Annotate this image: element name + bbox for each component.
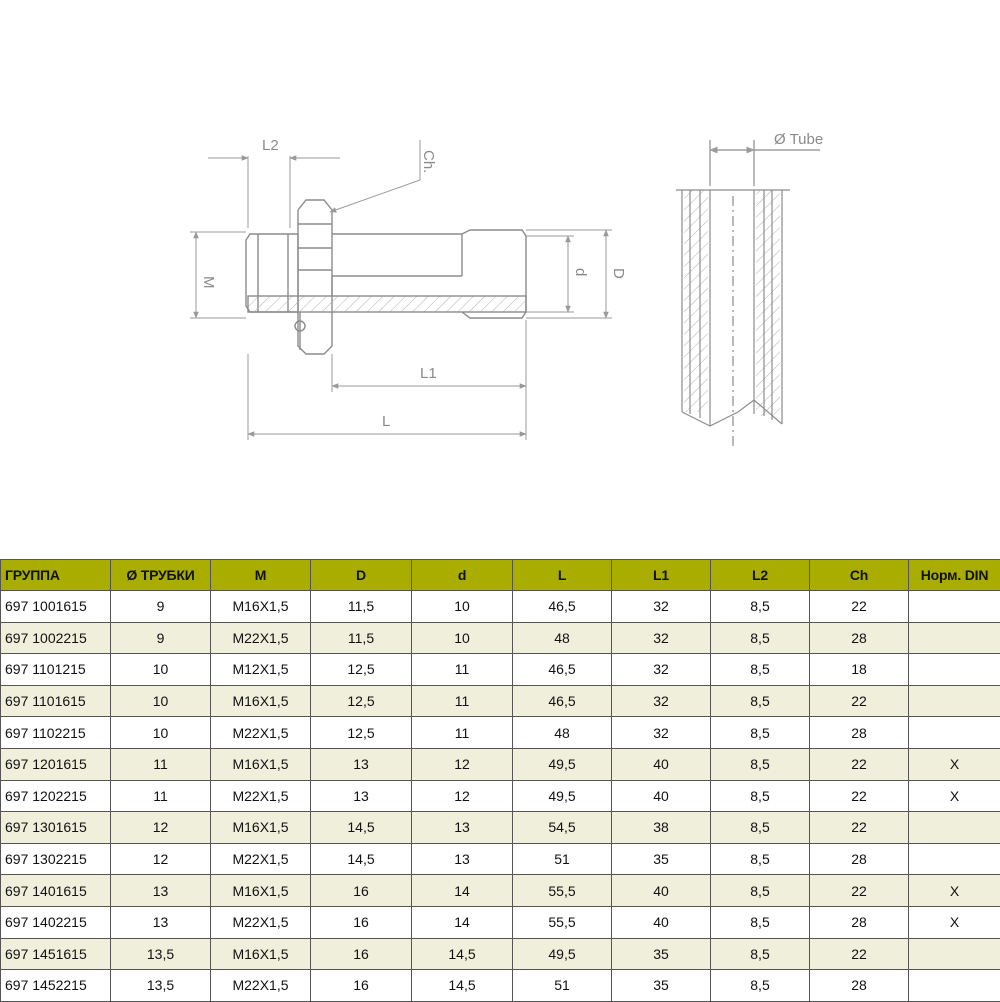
cell-group: 697 1101615 bbox=[1, 685, 111, 717]
header-ch: Ch bbox=[810, 560, 909, 591]
cell-d-small: 12 bbox=[412, 780, 513, 812]
table-row bbox=[1, 717, 1000, 749]
cell-m: M22X1,5 bbox=[211, 843, 311, 875]
fitting-side-view bbox=[246, 200, 526, 354]
cell-l1: 40 bbox=[612, 875, 711, 907]
cell-din: X bbox=[909, 748, 1000, 780]
cell-m: M22X1,5 bbox=[211, 970, 311, 1002]
cell-group: 697 1451615 bbox=[1, 938, 111, 970]
cell-d-big: 14,5 bbox=[311, 812, 412, 844]
header-d-small: d bbox=[412, 560, 513, 591]
cell-m: M16X1,5 bbox=[211, 685, 311, 717]
cell-din bbox=[909, 717, 1000, 749]
tube-section-view bbox=[676, 140, 820, 448]
dim-label-d-big: D bbox=[610, 268, 627, 279]
cell-m: M16X1,5 bbox=[211, 812, 311, 844]
cell-d-small: 13 bbox=[412, 812, 513, 844]
cell-d-small: 14,5 bbox=[412, 938, 513, 970]
table-row bbox=[1, 906, 1000, 938]
table-row bbox=[1, 875, 1000, 907]
header-l: L bbox=[513, 560, 612, 591]
cell-group: 697 1302215 bbox=[1, 843, 111, 875]
cell-d-small: 13 bbox=[412, 843, 513, 875]
dim-label-tube: Ø Tube bbox=[774, 131, 823, 148]
spec-table bbox=[0, 559, 1000, 1002]
dim-label-m: M bbox=[200, 276, 217, 289]
cell-d-small: 10 bbox=[412, 591, 513, 623]
header-l2: L2 bbox=[711, 560, 810, 591]
cell-d-big: 12,5 bbox=[311, 717, 412, 749]
cell-l2: 8,5 bbox=[711, 938, 810, 970]
cell-ch: 18 bbox=[810, 654, 909, 686]
cell-ch: 22 bbox=[810, 780, 909, 812]
cell-d-small: 14,5 bbox=[412, 970, 513, 1002]
table-row bbox=[1, 843, 1000, 875]
cell-l1: 32 bbox=[612, 717, 711, 749]
cell-din: X bbox=[909, 875, 1000, 907]
cell-l2: 8,5 bbox=[711, 685, 810, 717]
cell-tube-diameter: 13 bbox=[111, 906, 211, 938]
cell-l1: 40 bbox=[612, 906, 711, 938]
table-row bbox=[1, 622, 1000, 654]
cell-din bbox=[909, 970, 1000, 1002]
cell-d-small: 11 bbox=[412, 654, 513, 686]
cell-l: 46,5 bbox=[513, 685, 612, 717]
cell-l: 49,5 bbox=[513, 780, 612, 812]
cell-l: 49,5 bbox=[513, 938, 612, 970]
header-tube-diameter: Ø ТРУБКИ bbox=[111, 560, 211, 591]
cell-d-big: 12,5 bbox=[311, 654, 412, 686]
header-group: ГРУППА bbox=[1, 560, 111, 591]
cell-l1: 32 bbox=[612, 591, 711, 623]
cell-group: 697 1202215 bbox=[1, 780, 111, 812]
cell-ch: 22 bbox=[810, 812, 909, 844]
cell-d-small: 14 bbox=[412, 875, 513, 907]
cell-m: M16X1,5 bbox=[211, 938, 311, 970]
cell-tube-diameter: 10 bbox=[111, 654, 211, 686]
dim-label-l1: L1 bbox=[420, 365, 437, 382]
cell-l1: 32 bbox=[612, 654, 711, 686]
cell-tube-diameter: 10 bbox=[111, 717, 211, 749]
cell-l1: 35 bbox=[612, 843, 711, 875]
cell-ch: 22 bbox=[810, 685, 909, 717]
header-din: Норм. DIN bbox=[909, 560, 1000, 591]
cell-ch: 22 bbox=[810, 875, 909, 907]
cell-tube-diameter: 12 bbox=[111, 843, 211, 875]
cell-l2: 8,5 bbox=[711, 748, 810, 780]
cell-tube-diameter: 13,5 bbox=[111, 970, 211, 1002]
cell-d-big: 16 bbox=[311, 970, 412, 1002]
cell-l2: 8,5 bbox=[711, 622, 810, 654]
table-row bbox=[1, 685, 1000, 717]
dim-label-ch: Ch. bbox=[420, 150, 437, 173]
cell-l1: 38 bbox=[612, 812, 711, 844]
cell-ch: 28 bbox=[810, 622, 909, 654]
cell-l: 51 bbox=[513, 843, 612, 875]
cell-d-small: 10 bbox=[412, 622, 513, 654]
cell-l: 48 bbox=[513, 622, 612, 654]
cell-din bbox=[909, 591, 1000, 623]
table-row bbox=[1, 812, 1000, 844]
cell-l1: 40 bbox=[612, 748, 711, 780]
cell-l: 46,5 bbox=[513, 654, 612, 686]
cell-din bbox=[909, 685, 1000, 717]
header-d-big: D bbox=[311, 560, 412, 591]
cell-d-big: 16 bbox=[311, 906, 412, 938]
cell-m: M16X1,5 bbox=[211, 591, 311, 623]
cell-d-big: 13 bbox=[311, 748, 412, 780]
cell-ch: 28 bbox=[810, 970, 909, 1002]
cell-din bbox=[909, 938, 1000, 970]
cell-l2: 8,5 bbox=[711, 812, 810, 844]
cell-group: 697 1001615 bbox=[1, 591, 111, 623]
fitting-dimension-lines bbox=[190, 140, 612, 440]
cell-l2: 8,5 bbox=[711, 906, 810, 938]
cell-ch: 22 bbox=[810, 591, 909, 623]
cell-din bbox=[909, 843, 1000, 875]
cell-group: 697 1201615 bbox=[1, 748, 111, 780]
cell-group: 697 1301615 bbox=[1, 812, 111, 844]
cell-d-small: 11 bbox=[412, 685, 513, 717]
cell-d-small: 12 bbox=[412, 748, 513, 780]
cell-l2: 8,5 bbox=[711, 717, 810, 749]
spec-table-body bbox=[1, 591, 1000, 1002]
cell-din bbox=[909, 654, 1000, 686]
cell-l1: 40 bbox=[612, 780, 711, 812]
cell-tube-diameter: 11 bbox=[111, 780, 211, 812]
cell-l: 48 bbox=[513, 717, 612, 749]
table-row bbox=[1, 591, 1000, 623]
cell-m: M22X1,5 bbox=[211, 780, 311, 812]
cell-group: 697 1401615 bbox=[1, 875, 111, 907]
cell-ch: 22 bbox=[810, 748, 909, 780]
table-row bbox=[1, 970, 1000, 1002]
cell-d-small: 14 bbox=[412, 906, 513, 938]
cell-din: X bbox=[909, 780, 1000, 812]
table-row bbox=[1, 654, 1000, 686]
cell-ch: 28 bbox=[810, 843, 909, 875]
cell-m: M16X1,5 bbox=[211, 875, 311, 907]
header-m: M bbox=[211, 560, 311, 591]
cell-din: X bbox=[909, 906, 1000, 938]
cell-tube-diameter: 9 bbox=[111, 622, 211, 654]
table-header-row bbox=[1, 560, 1000, 591]
cell-m: M22X1,5 bbox=[211, 622, 311, 654]
cell-tube-diameter: 13,5 bbox=[111, 938, 211, 970]
cell-tube-diameter: 9 bbox=[111, 591, 211, 623]
cell-tube-diameter: 13 bbox=[111, 875, 211, 907]
cell-tube-diameter: 12 bbox=[111, 812, 211, 844]
cell-d-big: 13 bbox=[311, 780, 412, 812]
cell-l1: 35 bbox=[612, 970, 711, 1002]
cell-din bbox=[909, 622, 1000, 654]
cell-group: 697 1402215 bbox=[1, 906, 111, 938]
cell-tube-diameter: 11 bbox=[111, 748, 211, 780]
table-row bbox=[1, 748, 1000, 780]
cell-d-big: 16 bbox=[311, 938, 412, 970]
cell-l2: 8,5 bbox=[711, 591, 810, 623]
cell-l2: 8,5 bbox=[711, 970, 810, 1002]
spec-table-header bbox=[1, 560, 1000, 591]
cell-d-big: 12,5 bbox=[311, 685, 412, 717]
cell-d-big: 11,5 bbox=[311, 591, 412, 623]
cell-m: M22X1,5 bbox=[211, 906, 311, 938]
cell-l2: 8,5 bbox=[711, 654, 810, 686]
cell-d-big: 14,5 bbox=[311, 843, 412, 875]
cell-l: 49,5 bbox=[513, 748, 612, 780]
cell-l2: 8,5 bbox=[711, 780, 810, 812]
cell-d-small: 11 bbox=[412, 717, 513, 749]
cell-group: 697 1102215 bbox=[1, 717, 111, 749]
dim-label-d-small: d bbox=[572, 268, 589, 276]
cell-l: 51 bbox=[513, 970, 612, 1002]
cell-group: 697 1101215 bbox=[1, 654, 111, 686]
cell-l: 46,5 bbox=[513, 591, 612, 623]
table-row bbox=[1, 780, 1000, 812]
fitting-dimension-labels bbox=[200, 131, 823, 430]
dim-label-l2: L2 bbox=[262, 137, 279, 154]
cell-l: 55,5 bbox=[513, 906, 612, 938]
cell-tube-diameter: 10 bbox=[111, 685, 211, 717]
cell-l2: 8,5 bbox=[711, 875, 810, 907]
cell-d-big: 16 bbox=[311, 875, 412, 907]
cell-group: 697 1002215 bbox=[1, 622, 111, 654]
cell-l1: 32 bbox=[612, 685, 711, 717]
cell-l: 54,5 bbox=[513, 812, 612, 844]
cell-d-big: 11,5 bbox=[311, 622, 412, 654]
cell-ch: 22 bbox=[810, 938, 909, 970]
cell-din bbox=[909, 812, 1000, 844]
cell-m: M12X1,5 bbox=[211, 654, 311, 686]
cell-l1: 35 bbox=[612, 938, 711, 970]
cell-ch: 28 bbox=[810, 906, 909, 938]
cell-l1: 32 bbox=[612, 622, 711, 654]
cell-group: 697 1452215 bbox=[1, 970, 111, 1002]
table-row bbox=[1, 938, 1000, 970]
cell-l2: 8,5 bbox=[711, 843, 810, 875]
cell-m: M16X1,5 bbox=[211, 748, 311, 780]
cell-m: M22X1,5 bbox=[211, 717, 311, 749]
cell-l: 55,5 bbox=[513, 875, 612, 907]
header-l1: L1 bbox=[612, 560, 711, 591]
dim-label-l: L bbox=[382, 413, 390, 430]
cell-ch: 28 bbox=[810, 717, 909, 749]
